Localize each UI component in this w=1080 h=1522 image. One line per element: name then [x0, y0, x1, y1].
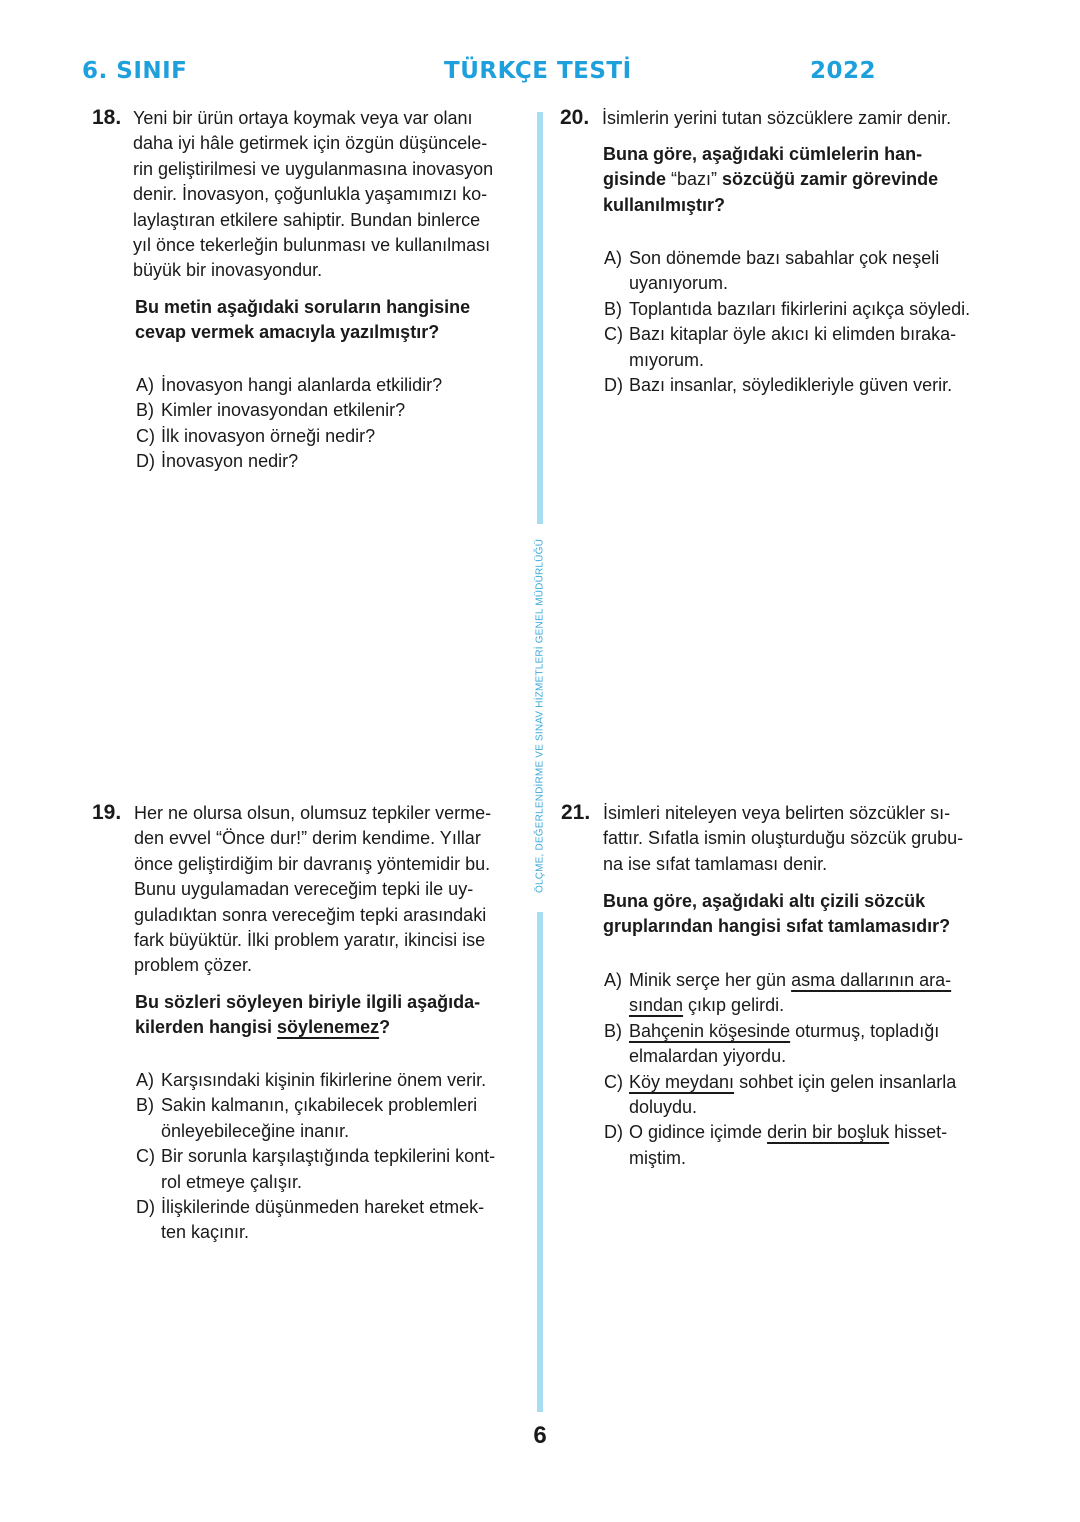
text-segment: gruplarından hangisi sıfat tamlamasıdır? [603, 916, 951, 937]
text-segment: Bunu uygulamadan vereceğim tepki ile uy- [134, 879, 474, 900]
text-line [603, 914, 950, 939]
option-label: B) [604, 298, 622, 319]
publisher-vertical-text: ÖLÇME, DEĞERLENDİRME VE SINAV HİZMETLERİ GENEL MÜDÜRLÜĞÜ [534, 538, 546, 894]
text-line [604, 271, 970, 296]
text-segment: Bazı insanlar, söyledikleriyle güven verir. [629, 375, 953, 396]
answer-option-a[interactable] [136, 1068, 495, 1093]
question-stem [133, 106, 493, 284]
text-line [134, 953, 491, 978]
option-label: D) [136, 1197, 155, 1218]
text-segment: önce geliştirdiğim bir davranış yöntemidir bu. [134, 853, 491, 874]
question-prompt [135, 990, 480, 1041]
text-segment: Buna göre, aşağıdaki altı çizili sözcük [603, 891, 926, 911]
answer-option-c[interactable] [604, 322, 970, 373]
text-segment: kilerden hangisi [135, 1017, 278, 1038]
text-segment: fattır. Sıfatla ismin oluşturduğu sözcük grubu- [603, 828, 964, 849]
text-segment: Toplantıda bazıları fikirlerini açıkça söyledi. [629, 298, 971, 319]
text-segment: çıkıp gelirdi. [683, 995, 785, 1016]
question-stem [134, 801, 491, 979]
answer-option-d[interactable] [136, 449, 442, 474]
text-line [133, 208, 493, 233]
text-line [133, 131, 493, 156]
answer-option-d[interactable] [604, 373, 970, 398]
option-label: C) [604, 1071, 623, 1092]
header-year: 2022 [810, 58, 877, 84]
header-grade: 6. SINIF [82, 58, 188, 84]
text-segment: Kimler inovasyondan etkilenir? [161, 400, 406, 421]
option-label: C) [604, 324, 623, 345]
underlined-phrase: derin bir boşluk [767, 1122, 890, 1143]
answer-option-c[interactable] [604, 1070, 956, 1121]
text-segment: den evvel “Önce dur!” derim kendime. Yıllar [134, 828, 481, 849]
text-segment: gisinde [603, 169, 672, 190]
text-line [136, 1119, 495, 1144]
column-divider-top [537, 112, 543, 524]
text-line [136, 424, 442, 449]
text-line [604, 322, 970, 347]
text-segment: sözcüğü zamir görevinde [717, 169, 939, 190]
text-line [136, 1068, 495, 1093]
text-line [603, 193, 938, 218]
text-line [604, 348, 970, 373]
question-stem [603, 801, 963, 877]
answer-option-b[interactable] [136, 1093, 495, 1144]
text-line [603, 801, 963, 826]
text-line [133, 182, 493, 207]
text-line [135, 320, 470, 345]
text-segment: İsimleri niteleyen veya belirten sözcükler sı- [603, 803, 951, 823]
question-prompt [135, 295, 470, 346]
text-line [604, 1019, 956, 1044]
text-line [603, 826, 963, 851]
answer-option-c[interactable] [136, 1144, 495, 1195]
text-line [604, 373, 970, 398]
text-segment: Bir sorunla karşılaştığında tepkilerini kont- [161, 1146, 496, 1167]
text-line [134, 877, 491, 902]
answer-option-c[interactable] [136, 424, 442, 449]
text-line [602, 106, 951, 131]
answer-option-d[interactable] [136, 1195, 495, 1246]
text-segment: Bazı kitaplar öyle akıcı ki elimden bıraka- [629, 324, 957, 345]
option-label: A) [604, 970, 622, 990]
option-label: B) [136, 1095, 154, 1116]
text-line [136, 1220, 495, 1245]
text-segment: Minik serçe her gün [629, 970, 792, 990]
text-segment: elmalardan yiyordu. [629, 1046, 787, 1067]
text-segment: İnovasyon hangi alanlarda etkilidir? [161, 375, 443, 395]
text-segment: Sakin kalmanın, çıkabilecek problemleri [161, 1095, 478, 1116]
text-line [604, 968, 956, 993]
text-line [135, 1015, 480, 1040]
column-divider-bottom [537, 912, 543, 1412]
text-line [604, 993, 956, 1018]
answer-option-a[interactable] [604, 968, 956, 1019]
question-number: 18. [92, 106, 122, 129]
text-segment: O gidince içimde [629, 1122, 768, 1143]
answer-option-a[interactable] [136, 373, 442, 398]
text-segment: Karşısındaki kişinin fikirlerine önem verir. [161, 1070, 487, 1090]
text-line [603, 167, 938, 192]
text-segment: rol etmeye çalışır. [161, 1171, 303, 1192]
text-segment: İlk inovasyon örneği nedir? [161, 425, 376, 446]
text-segment: na ise sıfat tamlaması denir. [603, 853, 828, 874]
quoted-word: “bazı” [671, 169, 718, 190]
text-line [133, 106, 493, 131]
underlined-phrase: Köy meydanı [629, 1071, 735, 1092]
text-segment: İnovasyon nedir? [161, 451, 299, 472]
text-line [135, 295, 470, 320]
underlined-phrase: söylenemez [277, 1017, 380, 1038]
question-number: 20. [560, 106, 590, 129]
text-segment: Her ne olursa olsun, olumsuz tepkiler verme- [134, 803, 492, 823]
text-line [604, 1044, 956, 1069]
text-line [136, 1170, 495, 1195]
text-segment: büyük bir inovasyondur. [133, 260, 323, 281]
underlined-phrase: sından [629, 995, 684, 1016]
text-line [603, 852, 963, 877]
text-segment: cevap vermek amacıyla yazılmıştır? [135, 322, 440, 343]
text-line [136, 1144, 495, 1169]
option-label: A) [604, 248, 622, 268]
text-segment: Buna göre, aşağıdaki cümlelerin han- [603, 144, 923, 164]
text-line [136, 1093, 495, 1118]
text-line [136, 398, 442, 423]
text-segment: İlişkilerinde düşünmeden hareket etmek- [161, 1197, 485, 1218]
answer-options [136, 373, 442, 475]
text-line [603, 142, 938, 167]
text-line [135, 990, 480, 1015]
question-number: 21. [561, 801, 591, 824]
option-label: C) [136, 425, 155, 446]
underlined-phrase: asma dallarının ara- [791, 970, 952, 990]
text-segment: Son dönemde bazı sabahlar çok neşeli [629, 248, 940, 268]
text-line [134, 801, 491, 826]
answer-options [136, 1068, 495, 1246]
text-line [604, 1146, 956, 1171]
text-segment: ten kaçınır. [161, 1222, 250, 1243]
question-prompt [603, 142, 938, 218]
text-line [133, 157, 493, 182]
text-segment: denir. İnovasyon, çoğunlukla yaşamımızı ko- [133, 184, 488, 205]
question-prompt [603, 889, 950, 940]
text-line [134, 826, 491, 851]
text-segment: önleyebileceğine inanır. [161, 1120, 350, 1141]
answer-option-b[interactable] [604, 297, 970, 322]
option-label: A) [136, 375, 154, 395]
text-segment: problem çözer. [134, 955, 253, 976]
text-segment: fark büyüktür. İlki problem yaratır, ikincisi ise [134, 930, 486, 951]
text-segment: mıyorum. [629, 349, 705, 370]
text-line [134, 903, 491, 928]
page-number: 6 [533, 1422, 547, 1449]
text-line [136, 449, 442, 474]
option-label: B) [604, 1020, 622, 1041]
answer-option-d[interactable] [604, 1120, 956, 1171]
text-segment: Yeni bir ürün ortaya koymak veya var olanı [133, 108, 473, 128]
text-segment: Bu sözleri söyleyen biriyle ilgili aşağıda- [135, 992, 481, 1012]
text-segment: yıl önce tekerleğin bulunması ve kullanılması [133, 235, 491, 256]
answer-option-b[interactable] [604, 1019, 956, 1070]
option-label: B) [136, 400, 154, 421]
option-label: C) [136, 1146, 155, 1167]
text-segment: miştim. [629, 1147, 686, 1168]
text-segment: Bu metin aşağıdaki soruların hangisine [135, 297, 471, 317]
text-segment: sohbet için gelen insanlarla [734, 1071, 957, 1092]
text-line [604, 1070, 956, 1095]
text-segment: doluydu. [629, 1097, 698, 1118]
answer-options [604, 968, 956, 1171]
answer-options [604, 246, 970, 398]
text-line [134, 852, 491, 877]
text-line [133, 258, 493, 283]
text-segment: kullanılmıştır? [603, 194, 726, 215]
text-segment: ? [379, 1017, 391, 1038]
text-line [134, 928, 491, 953]
text-segment: rin geliştirilmesi ve uygulanmasına inovasyon [133, 158, 494, 179]
option-label: D) [604, 375, 623, 396]
text-line [133, 233, 493, 258]
text-line [604, 1095, 956, 1120]
text-line [136, 1195, 495, 1220]
text-segment: guladıktan sonra vereceğim tepki arasındaki [134, 904, 487, 925]
option-label: D) [136, 451, 155, 472]
text-line [603, 889, 950, 914]
text-segment: hisset- [889, 1122, 948, 1143]
answer-option-a[interactable] [604, 246, 970, 297]
text-segment: laylaştıran etkilere sahiptir. Bundan binlerce [133, 209, 481, 230]
option-label: D) [604, 1122, 623, 1143]
answer-option-b[interactable] [136, 398, 442, 423]
text-line [604, 1120, 956, 1145]
text-line [604, 246, 970, 271]
text-line [604, 297, 970, 322]
question-number: 19. [92, 801, 122, 824]
underlined-phrase: Bahçenin köşesinde [629, 1020, 791, 1041]
text-segment: daha iyi hâle getirmek için özgün düşüncele- [133, 133, 488, 154]
text-segment: oturmuş, topladığı [790, 1020, 940, 1041]
text-segment: uyanıyorum. [629, 273, 729, 294]
text-line [136, 373, 442, 398]
text-segment: İsimlerin yerini tutan sözcüklere zamir denir. [602, 108, 952, 128]
question-stem [602, 106, 951, 131]
option-label: A) [136, 1070, 154, 1090]
header-title: TÜRKÇE TESTİ [444, 58, 632, 84]
